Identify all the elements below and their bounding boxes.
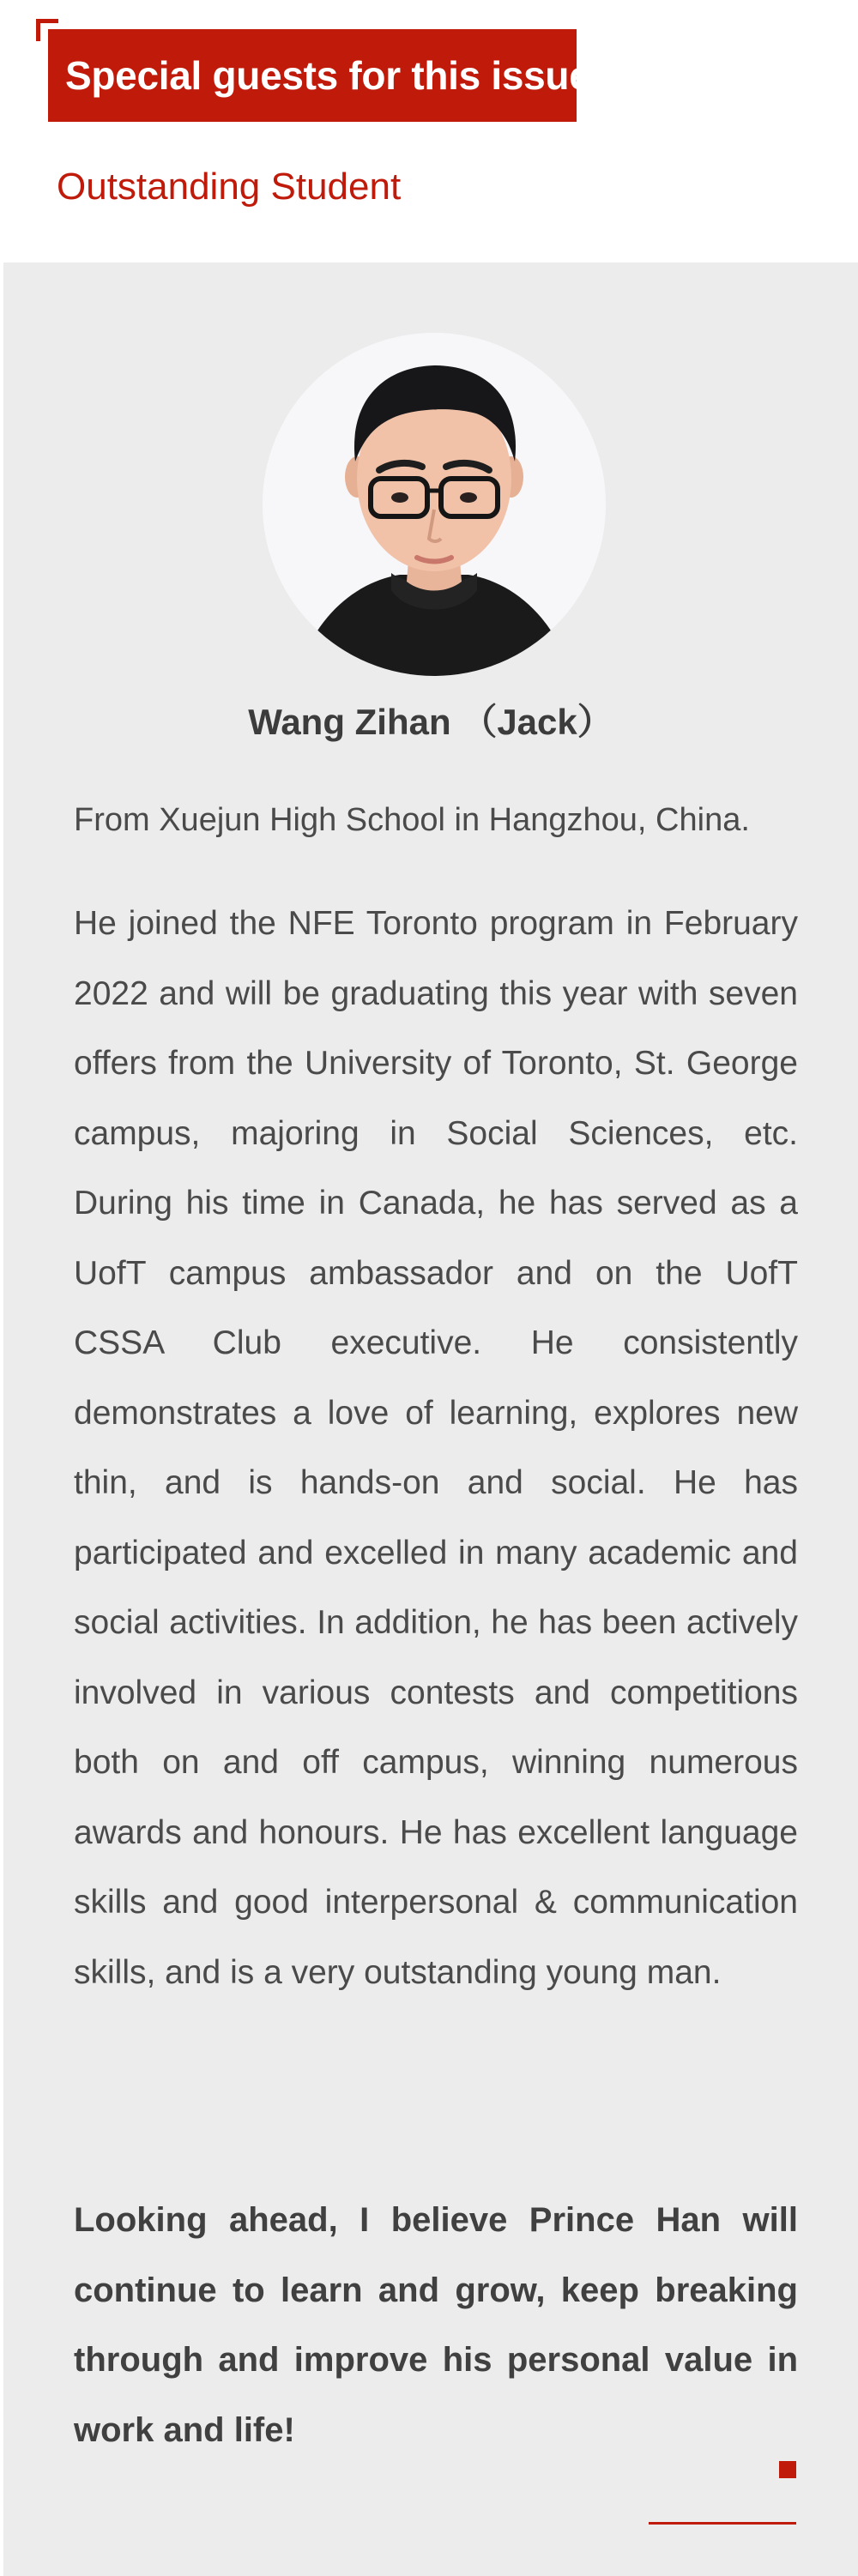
section-title-banner: Special guests for this issue [48, 29, 577, 122]
decorative-square [779, 2461, 796, 2478]
student-portrait-image [263, 333, 606, 676]
student-origin: From Xuejun High School in Hangzhou, China. [74, 802, 750, 838]
profile-card [3, 262, 858, 2576]
student-name: Wang Zihan （Jack） [248, 702, 613, 742]
section-subtitle: Outstanding Student [57, 166, 402, 208]
closing-statement: Looking ahead, I believe Prince Han will continue to learn and grow, keep breaking through and improve his personal value in work and life! [74, 2201, 798, 2449]
decorative-underline [649, 2522, 796, 2525]
avatar [263, 333, 606, 676]
student-bio: He joined the NFE Toronto program in February 2022 and will be graduating this year with seven offers from the University of Toronto, St. George campus, majoring in Social Sciences, etc. During his time in Canada, he has served as a UofT campus ambassador and on the UofT CSSA Club executive. He consistently demonstrates a love of learning, explores new thin, and is hands-on and social. He has participated and excelled in many academic and social activities. In addition, he has been actively involved in various contests and competitions both on and off campus, winning numerous awards and honours. He has excellent language skills and good interpersonal & communication skills, and is a very outstanding young man. [74, 905, 798, 1991]
